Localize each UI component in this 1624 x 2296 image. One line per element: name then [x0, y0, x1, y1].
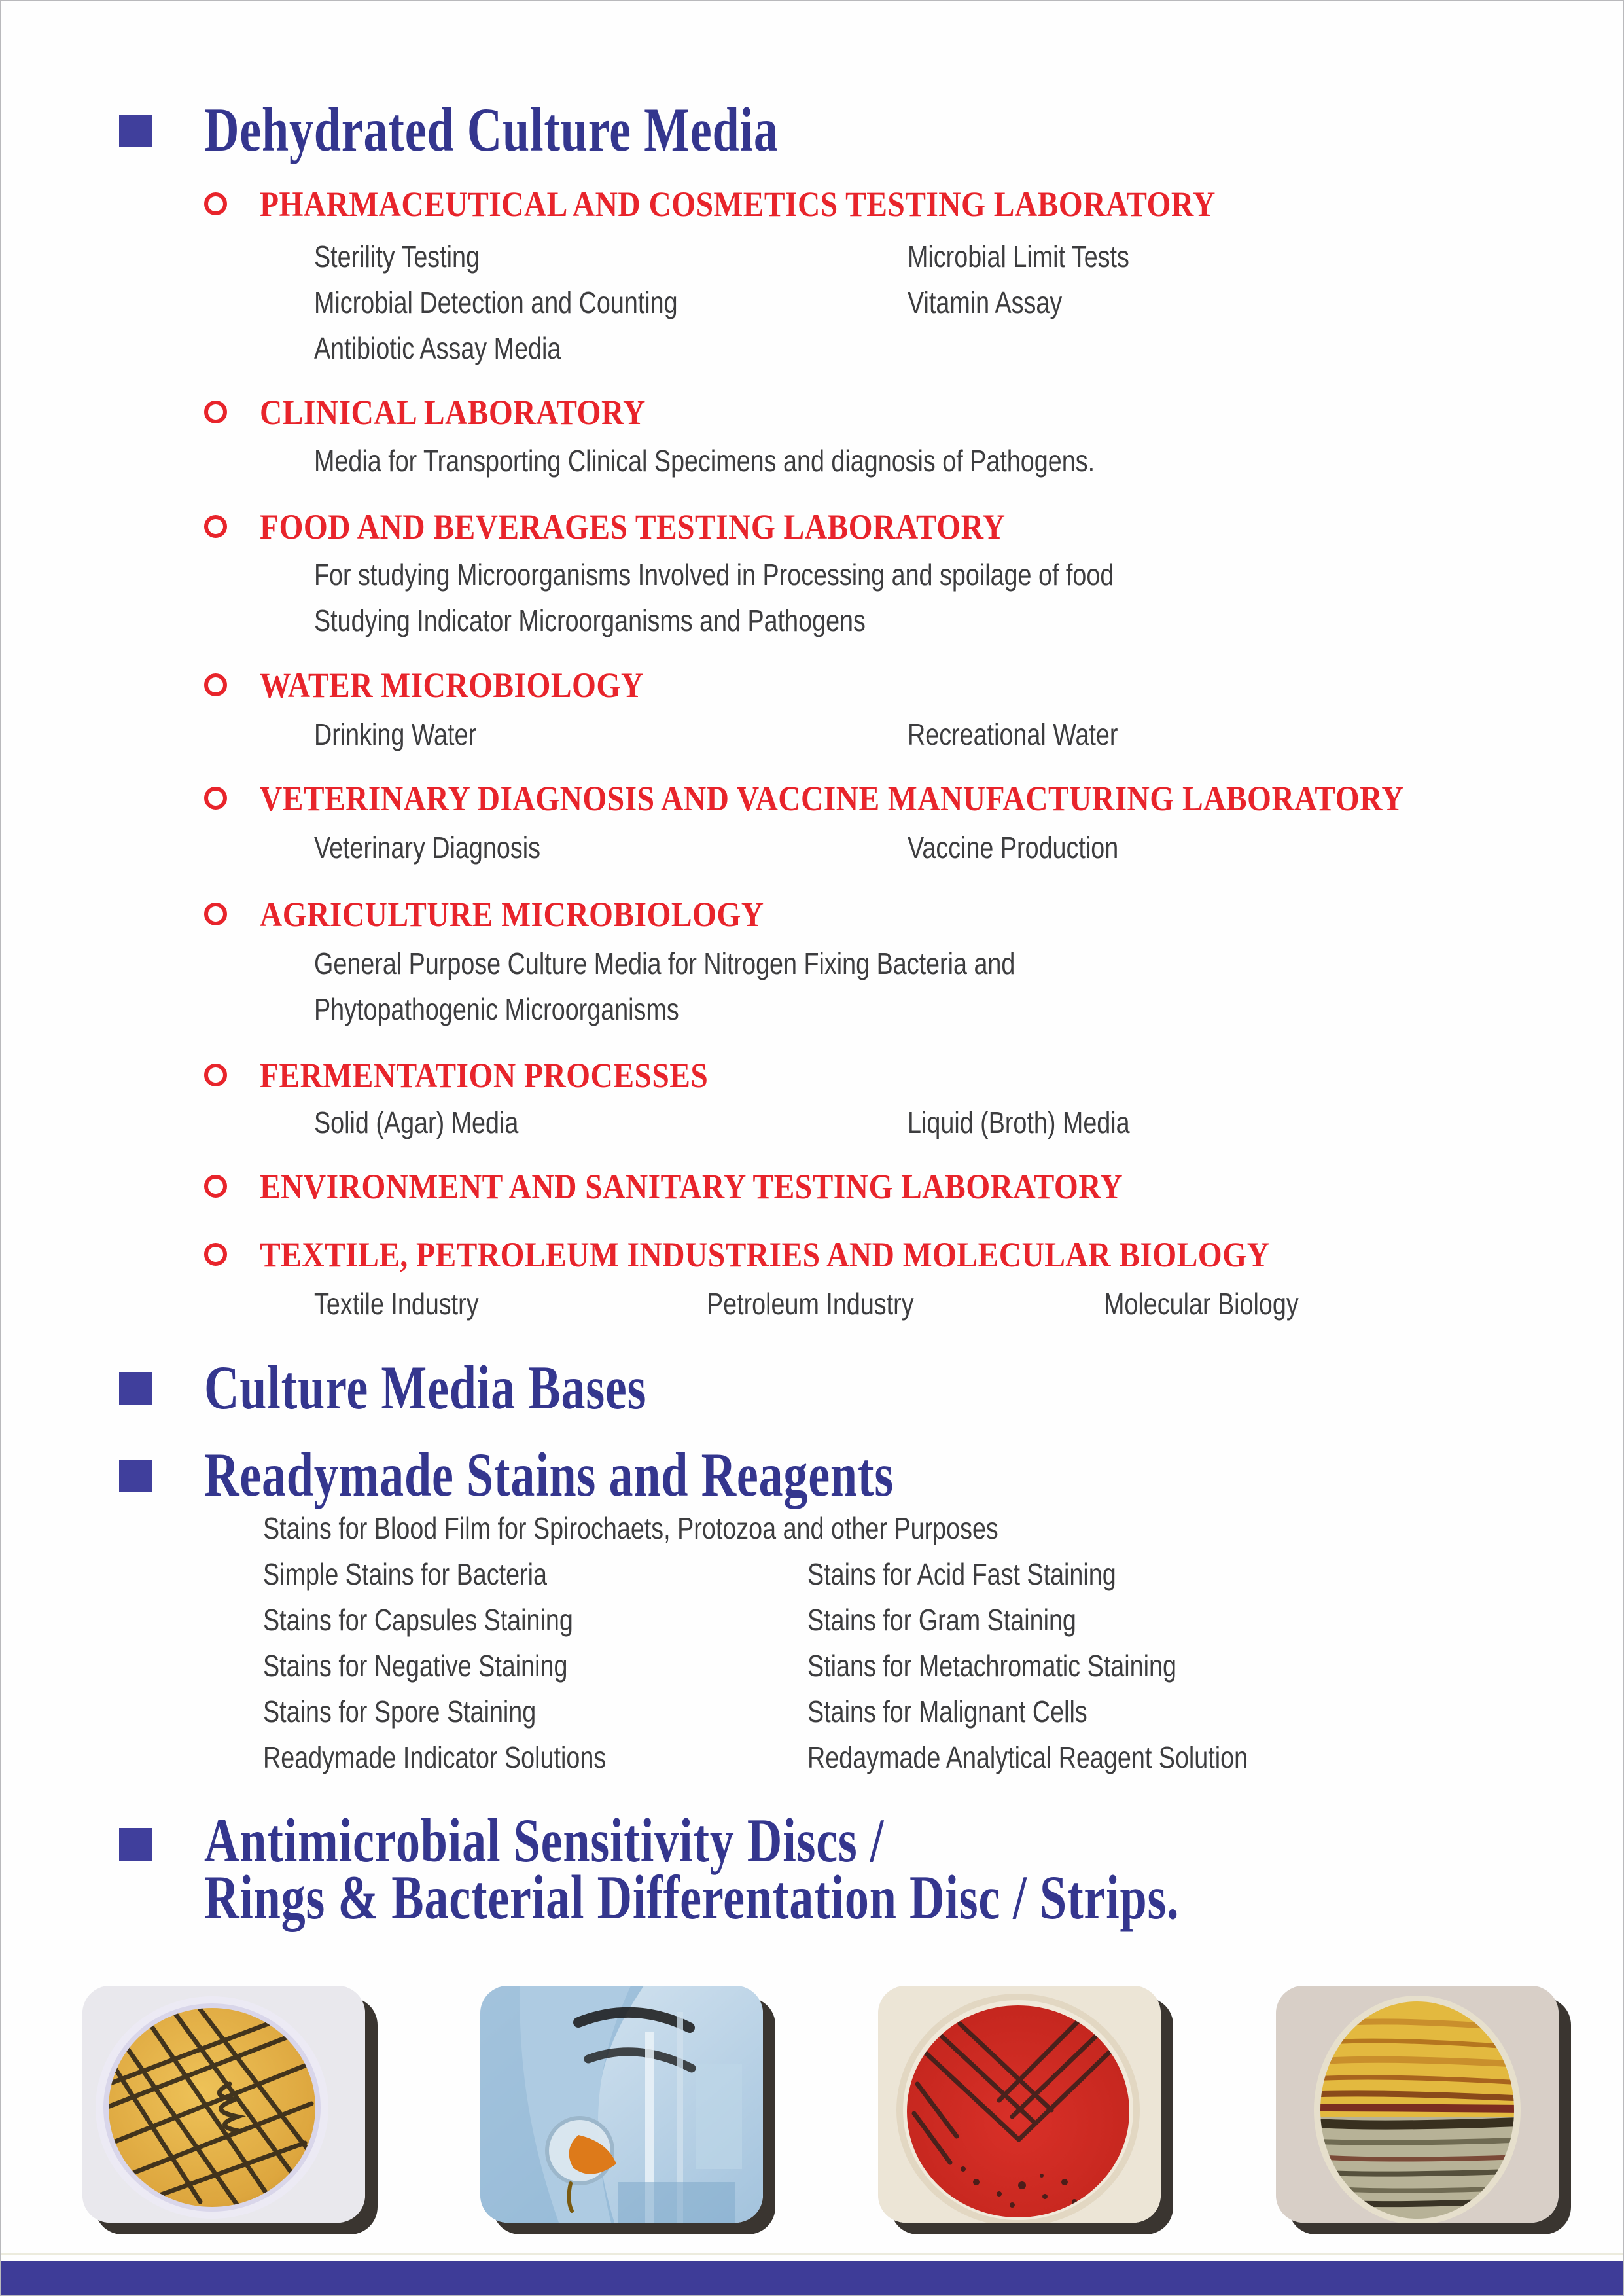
red-circle-bullet-icon: [204, 192, 227, 215]
item-label: Recreational Water: [908, 717, 1118, 751]
item-label: Stains for Gram Staining: [807, 1603, 1076, 1637]
section-title-environment: ENVIRONMENT AND SANITARY TESTING LABORATORY: [260, 1167, 1123, 1206]
red-circle-bullet-icon: [204, 1064, 227, 1086]
item-label: Vitamin Assay: [908, 285, 1063, 319]
item-row: [314, 1105, 1597, 1151]
item-row: [314, 603, 1597, 649]
section-title-veterinary: VETERINARY DIAGNOSIS AND VACCINE MANUFACTURING LABORATORY: [260, 779, 1404, 818]
item-row: [263, 1695, 1572, 1740]
item-label: Simple Stains for Bacteria: [263, 1557, 547, 1591]
item-row: [314, 331, 1597, 377]
item-row: [314, 992, 1597, 1038]
item-label: General Purpose Culture Media for Nitrogen Fixing Bacteria and: [314, 946, 1015, 980]
item-row: [314, 444, 1597, 490]
section-title-clinical: CLINICAL LABORATORY: [260, 393, 646, 432]
item-label: Stains for Acid Fast Staining: [807, 1557, 1116, 1591]
heading-culture-media-bases: Culture Media Bases: [204, 1353, 647, 1422]
section-title-food: FOOD AND BEVERAGES TESTING LABORATORY: [260, 507, 1006, 547]
section-title-water: WATER MICROBIOLOGY: [260, 666, 644, 705]
red-circle-bullet-icon: [204, 673, 227, 696]
item-label: Petroleum Industry: [707, 1287, 914, 1321]
heading-antimicrobial-line1: Antimicrobial Sensitivity Discs /: [204, 1806, 885, 1875]
section-title-pharma: PHARMACEUTICAL AND COSMETICS TESTING LABORATORY: [260, 185, 1216, 224]
item-label: Stains for Negative Staining: [263, 1649, 568, 1683]
item-label: Sterility Testing: [314, 240, 480, 274]
heading-antimicrobial: [204, 1806, 1180, 1932]
item-label: Microbial Detection and Counting: [314, 285, 678, 319]
blue-square-bullet-icon: [119, 1372, 152, 1405]
petri-dish-striped-agar-photo: [1276, 1986, 1559, 2223]
item-row: [263, 1603, 1572, 1649]
item-label: Stains for Spore Staining: [263, 1695, 537, 1729]
item-row: [263, 1649, 1572, 1695]
item-row: [263, 1557, 1572, 1603]
section-title-agriculture: AGRICULTURE MICROBIOLOGY: [260, 895, 764, 934]
heading-antimicrobial-line2: Rings & Bacterial Differentation Disc / Strips.: [204, 1863, 1180, 1932]
item-label: Stains for Malignant Cells: [807, 1695, 1087, 1729]
item-label: Solid (Agar) Media: [314, 1105, 519, 1139]
red-circle-bullet-icon: [204, 401, 227, 423]
item-label: Redaymade Analytical Reagent Solution: [807, 1740, 1248, 1774]
item-row: [314, 831, 1597, 876]
item-row: [314, 717, 1597, 763]
item-label: Molecular Biology: [1104, 1287, 1299, 1321]
item-row: [263, 1740, 1572, 1786]
item-row: [263, 1511, 1572, 1557]
red-circle-bullet-icon: [204, 787, 227, 810]
red-circle-bullet-icon: [204, 1175, 227, 1198]
section-title-fermentation: FERMENTATION PROCESSES: [260, 1056, 709, 1095]
item-label: Antibiotic Assay Media: [314, 331, 561, 365]
item-label: Drinking Water: [314, 717, 477, 751]
footer-divider: [1, 2253, 1623, 2255]
lab-hand-pouring-flask-photo: [480, 1986, 763, 2223]
heading-readymade-stains: Readymade Stains and Reagents: [204, 1440, 894, 1509]
item-label: Readymade Indicator Solutions: [263, 1740, 607, 1774]
petri-dish-blood-agar-photo: [878, 1986, 1161, 2223]
section-title-textile: TEXTILE, PETROLEUM INDUSTRIES AND MOLECULAR BIOLOGY: [260, 1235, 1270, 1274]
blue-square-bullet-icon: [119, 1460, 152, 1492]
red-circle-bullet-icon: [204, 515, 227, 538]
item-label: Veterinary Diagnosis: [314, 831, 540, 865]
red-circle-bullet-icon: [204, 903, 227, 925]
item-label: Textile Industry: [314, 1287, 479, 1321]
red-circle-bullet-icon: [204, 1243, 227, 1266]
item-label: Microbial Limit Tests: [908, 240, 1129, 274]
item-label: Stains for Capsules Staining: [263, 1603, 573, 1637]
blue-square-bullet-icon: [119, 1828, 152, 1861]
item-label: Studying Indicator Microorganisms and Pathogens: [314, 603, 866, 637]
item-row: [314, 946, 1597, 992]
item-label: Stians for Metachromatic Staining: [807, 1649, 1176, 1683]
item-row: [314, 1287, 1597, 1333]
item-label: Media for Transporting Clinical Specimens and diagnosis of Pathogens.: [314, 444, 1095, 478]
item-label: For studying Microorganisms Involved in Processing and spoilage of food: [314, 558, 1114, 592]
item-label: Liquid (Broth) Media: [908, 1105, 1130, 1139]
item-row: [314, 558, 1597, 603]
item-row: [314, 285, 1597, 331]
item-label: Stains for Blood Film for Spirochaets, Protozoa and other Purposes: [263, 1511, 998, 1545]
item-label: Vaccine Production: [908, 831, 1119, 865]
petri-dish-yellow-agar-photo: [82, 1986, 365, 2223]
heading-dehydrated-culture-media: Dehydrated Culture Media: [204, 95, 779, 164]
item-row: [314, 240, 1597, 285]
footer-bar: [1, 2261, 1623, 2295]
blue-square-bullet-icon: [119, 115, 152, 147]
item-label: Phytopathogenic Microorganisms: [314, 992, 679, 1026]
